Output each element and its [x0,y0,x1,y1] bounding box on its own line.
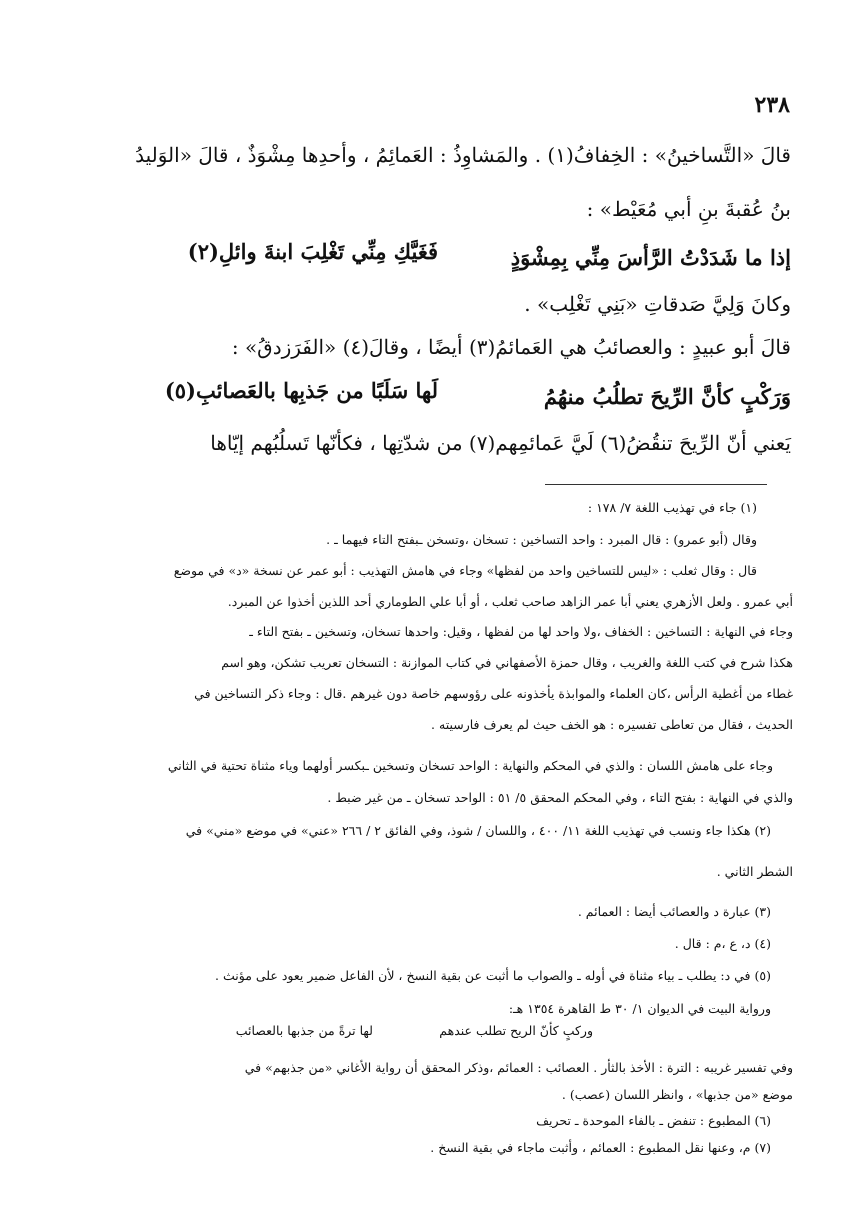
verse-1-first-hemistich: إذا ما شَدَدْتُ الرَّأسَ مِنِّي بِمِشْوَذٍ [510,245,791,270]
footnote-line: (٣) عبارة د والعصائب أيضا : العمائم . [577,904,771,919]
footnote-line: وفي تفسير غريبه : الترة : الأخذ بالثأر . العصائب : العمائم ،وذكر المحقق أن رواية الأغاني «من جذبهم» في [244,1060,793,1075]
footnote-line: الشطر الثاني . [716,864,793,879]
verse-2-second-hemistich: لَها سَلَبًا من جَذبِها بالعَصائبِ(٥) [164,378,438,403]
footnote-line: ورواية البيت في الديوان ١/ ٣٠ ط القاهرة ١٣٥٤ هـ: [508,1001,771,1016]
footnote-line: (١) جاء في تهذيب اللغة ٧/ ١٧٨ : [587,500,757,515]
page-number: ٢٣٨ [754,92,790,118]
main-text-line-4: قالَ أبو عبيدٍ : والعصائبُ هي العَمائمُ(٣) أيضًا ، وقالَ(٤) «الفَرَزدقُ» : [231,335,791,359]
footnote-line: موضع «من جذبها» ، وانظر اللسان (عصب) . [561,1087,793,1102]
footnote-line: (٧) م، وعنها نقل المطبوع : العمائم ، وأثبت ماجاء في بقية النسخ . [430,1140,771,1155]
footnote-verse-second-hemistich: لها ترةً من جذبها بالعصائب [235,1023,373,1038]
footnote-separator [545,484,767,485]
footnote-line: أبي عمرو . ولعل الأزهري يعني أبا عمر الزاهد صاحب ثعلب ، أو أبا علي الطوماري أحد اللذين أخذوا عن المبرد. [227,594,793,609]
main-text-line-1: قالَ «التَّساخينُ» : الخِفافُ(١) . والمَشاوِذُ : العَمائِمُ ، وأحدِها مِشْوَذٌ ، قالَ «الوَليدُ [135,143,791,167]
footnote-line: (٤) د، ع ،م : قال . [674,936,771,951]
footnote-line: (٥) في د: يطلب ـ بياء مثناة في أوله ـ والصواب ما أثبت عن بقية النسخ ، لأن الفاعل ضمير يعود على مؤنث . [215,968,771,983]
footnote-line: (٢) هكذا جاء ونسب في تهذيب اللغة ١١/ ٤٠٠ ، واللسان / شوذ، وفي الفائق ٢ / ٢٦٦ «عني» في موضع «مني» في [185,823,771,838]
verse-1-second-hemistich: فَغَيَّكِ مِنِّي تَغْلِبَ ابنةَ وائلِ(٢) [187,239,438,264]
footnote-line: (٦) المطبوع : تنفض ـ بالفاء الموحدة ـ تحريف [536,1113,771,1128]
footnote-verse-first-hemistich: وركبٍ كأنّ الريح تطلب عندهم [439,1023,593,1038]
footnote-line: وجاء على هامش اللسان : والذي في المحكم والنهاية : الواحد تسخان وتسخين ـبكسر أولهما وياء مثناة تحتية في الثاني [167,758,773,773]
footnote-line: الحديث ، فقال من تعاطى تفسيره : هو الخف حيث لم يعرف فارسيته . [431,717,793,732]
footnote-line: والذي في النهاية : بفتح التاء ، وفي المحكم المحقق ٥/ ٥١ : الواحد تسخان ـ من غير ضبط . [327,790,793,805]
main-text-line-5: يَعني أنّ الرِّيحَ تنقُضُ(٦) لَيَّ عَمائمِهم(٧) من شدّتِها ، فكأنّها تَسلُبُهم إيّاها [210,431,791,455]
footnote-line: غطاء من أغطية الرأس ،كان العلماء والموابذة يأخذونه على رؤوسهم خاصة دون غيرهم .قال : وجاء ذكر التساخين في [194,686,793,701]
verse-2-first-hemistich: وَرَكْبٍ كأنَّ الرِّيحَ تطلُبُ منهُمُ [543,384,791,409]
main-text-line-3: وكانَ وَلِيَّ صَدقاتِ «بَنِي تَغْلِب» . [524,292,791,316]
main-text-line-2: بنُ عُقبةَ بنِ أبي مُعَيْط» : [586,197,791,221]
footnote-line: وقال (أبو عمرو) : قال المبرد : واحد التساخين : تسخان ،وتسخن ـبفتح التاء فيهما ـ . [326,532,757,547]
footnote-line: هكذا شرح في كتب اللغة والغريب ، وقال حمزة الأصفهاني في كتاب الموازنة : التسخان تعريب تشكن، وهو اسم [221,655,793,670]
footnote-line: وجاء في النهاية : التساخين : الخفاف ،ولا واحد لها من لفظها ، وقيل: واحدها تسخان، وتسخين ـ بفتح التاء ـ [249,624,793,639]
footnote-line: قال : وقال ثعلب : «ليس للتساخين واحد من لفظها» وجاء في هامش التهذيب : أبو عمر عن نسخة «د» في موضع [173,563,757,578]
